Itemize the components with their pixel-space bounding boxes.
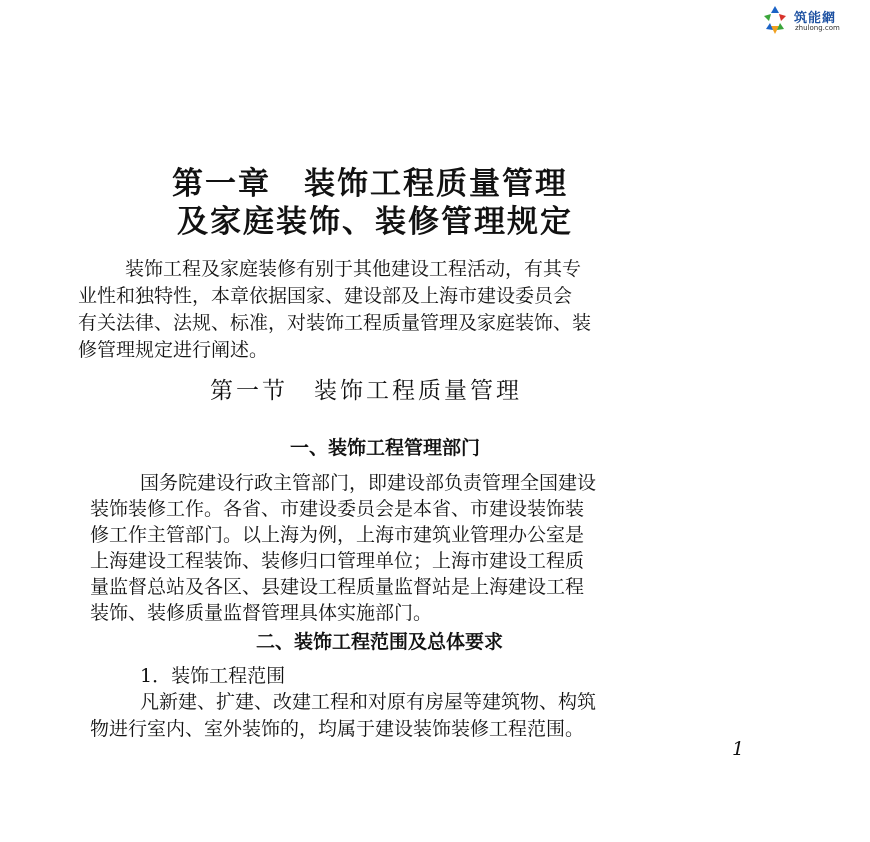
- part2-line: 凡新建、扩建、改建工程和对原有房屋等建筑物、构筑: [140, 691, 597, 713]
- part2-line: 物进行室内、室外装饰的，均属于建设装饰装修工程范围。: [90, 718, 585, 740]
- zhulong-logo-icon: [760, 4, 790, 38]
- zhulong-logo: [760, 4, 866, 38]
- part2-heading: 二、装饰工程范围及总体要求: [256, 631, 504, 653]
- section-title: 第一节 装饰工程质量管理: [210, 378, 522, 404]
- part1-line: 装饰、装修质量监督管理具体实施部门。: [90, 602, 433, 624]
- chapter-title-line-2: 及家庭装饰、装修管理规定: [177, 204, 573, 240]
- part1-heading: 一、装饰工程管理部门: [290, 437, 481, 459]
- part1-line: 修工作主管部门。以上海为例，上海市建筑业管理办公室是: [90, 524, 585, 546]
- intro-line: 装饰工程及家庭装修有别于其他建设工程活动，有其专: [125, 258, 582, 280]
- logo-name: 筑能網: [794, 11, 837, 26]
- part1-line: 量监督总站及各区、县建设工程质量监督站是上海建设工程: [90, 576, 585, 598]
- part1-line: 上海建设工程装饰、装修归口管理单位；上海市建设工程质: [90, 550, 585, 572]
- intro-line: 有关法律、法规、标准，对装饰工程质量管理及家庭装饰、装: [78, 312, 592, 334]
- part1-line: 国务院建设行政主管部门，即建设部负责管理全国建设: [140, 472, 597, 494]
- page-number: 1: [732, 738, 745, 760]
- intro-line: 业性和独特性，本章依据国家、建设部及上海市建设委员会: [78, 285, 573, 307]
- part1-line: 装饰装修工作。各省、市建设委员会是本省、市建设装饰装: [90, 498, 585, 520]
- intro-line: 修管理规定进行阐述。: [78, 339, 269, 361]
- chapter-title-line-1: 第一章 装饰工程质量管理: [172, 166, 568, 202]
- part2-item1-title: 1．装饰工程范围: [140, 665, 286, 687]
- logo-site: zhulong.com: [795, 24, 840, 32]
